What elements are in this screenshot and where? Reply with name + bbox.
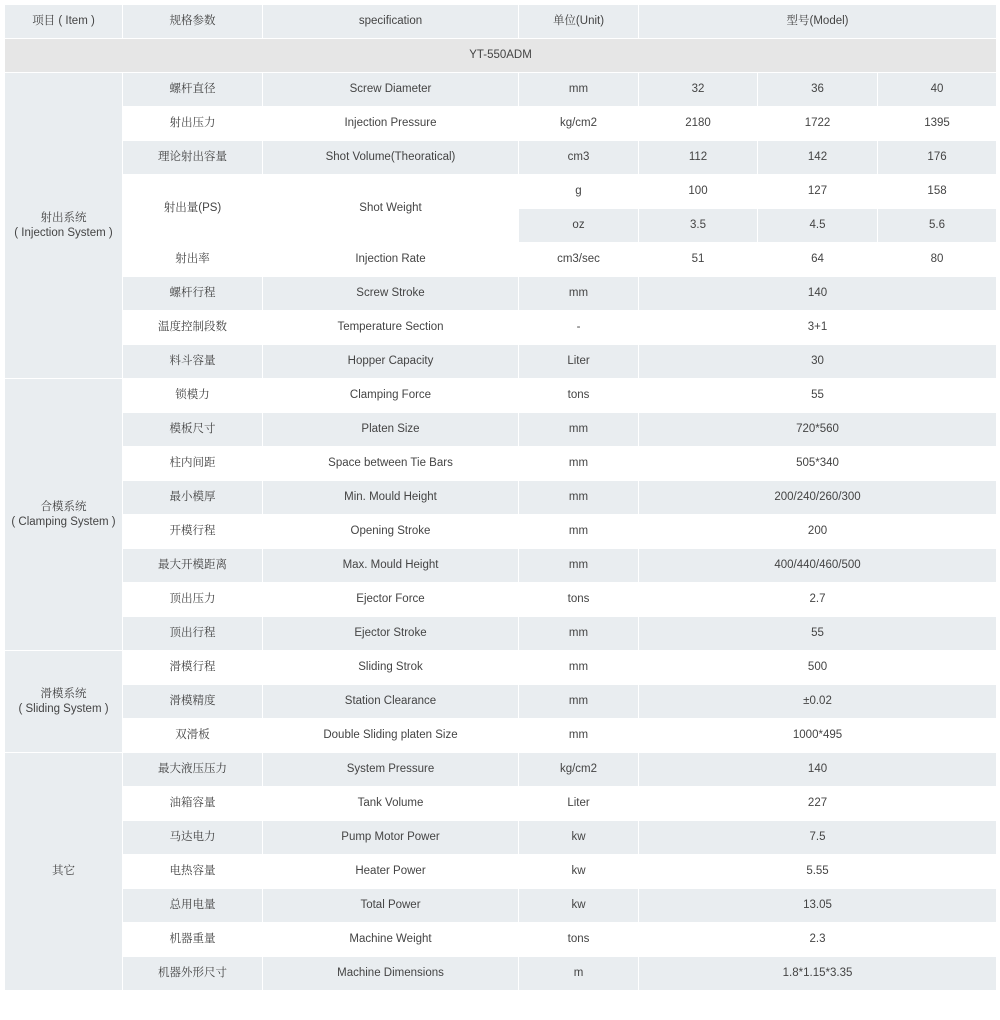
value-cell: 4.5: [758, 209, 878, 243]
param-name-cn: 最大开模距离: [123, 549, 263, 583]
param-name-en: Heater Power: [263, 855, 519, 889]
param-name-en: Ejector Stroke: [263, 617, 519, 651]
value-cell: 176: [878, 141, 997, 175]
table-row: [5, 175, 997, 209]
param-name-cn: 温度控制段数: [123, 311, 263, 345]
value-cell: 55: [639, 379, 997, 413]
param-name-cn: 螺杆直径: [123, 73, 263, 107]
group-label: [5, 753, 123, 991]
table-row: [5, 753, 997, 787]
unit-cell: mm: [519, 549, 639, 583]
param-name-en: Max. Mould Height: [263, 549, 519, 583]
group-name: 滑模系统: [40, 687, 87, 700]
table-row: [5, 277, 997, 311]
unit-cell: mm: [519, 617, 639, 651]
unit-cell: cm3: [519, 141, 639, 175]
param-name-cn: 双滑板: [123, 719, 263, 753]
unit-cell: g: [519, 175, 639, 209]
unit-cell: mm: [519, 719, 639, 753]
value-cell: 5.55: [639, 855, 997, 889]
param-name-en: Pump Motor Power: [263, 821, 519, 855]
group-name: 射出系统: [40, 211, 87, 224]
spec-table: [4, 4, 997, 991]
param-name-cn: 锁模力: [123, 379, 263, 413]
param-name-en: Machine Dimensions: [263, 957, 519, 991]
value-cell: 36: [758, 73, 878, 107]
value-cell: 112: [639, 141, 758, 175]
unit-cell: tons: [519, 379, 639, 413]
table-row: [5, 787, 997, 821]
value-cell: 2.7: [639, 583, 997, 617]
table-row: [5, 583, 997, 617]
value-cell: 2.3: [639, 923, 997, 957]
param-name-en: System Pressure: [263, 753, 519, 787]
param-name-en: Station Clearance: [263, 685, 519, 719]
unit-cell: tons: [519, 923, 639, 957]
param-name-en: Tank Volume: [263, 787, 519, 821]
param-name-cn: 马达电力: [123, 821, 263, 855]
param-name-cn: 油箱容量: [123, 787, 263, 821]
unit-cell: Liter: [519, 787, 639, 821]
value-cell: 55: [639, 617, 997, 651]
table-row: [5, 855, 997, 889]
table-row: [5, 447, 997, 481]
value-cell: 64: [758, 243, 878, 277]
header-row: [5, 5, 997, 39]
value-cell: 400/440/460/500: [639, 549, 997, 583]
unit-cell: mm: [519, 413, 639, 447]
param-name-cn: 总用电量: [123, 889, 263, 923]
unit-cell: tons: [519, 583, 639, 617]
param-name-cn: 模板尺寸: [123, 413, 263, 447]
table-row: [5, 923, 997, 957]
param-name-cn: 理论射出容量: [123, 141, 263, 175]
value-cell: 80: [878, 243, 997, 277]
value-cell: 200: [639, 515, 997, 549]
value-cell: 227: [639, 787, 997, 821]
value-cell: 720*560: [639, 413, 997, 447]
table-row: [5, 651, 997, 685]
table-row: [5, 243, 997, 277]
param-name-cn: 射出压力: [123, 107, 263, 141]
unit-cell: mm: [519, 277, 639, 311]
table-row: [5, 73, 997, 107]
value-cell: 140: [639, 753, 997, 787]
value-cell: 3.5: [639, 209, 758, 243]
param-name-en: Hopper Capacity: [263, 345, 519, 379]
table-row: [5, 685, 997, 719]
unit-cell: kw: [519, 855, 639, 889]
value-cell: 5.6: [878, 209, 997, 243]
header-model: 型号(Model): [639, 5, 997, 39]
param-name-en: Sliding Strok: [263, 651, 519, 685]
param-name-en: Opening Stroke: [263, 515, 519, 549]
param-name-en: Machine Weight: [263, 923, 519, 957]
value-cell: 500: [639, 651, 997, 685]
table-row: [5, 617, 997, 651]
value-cell: 127: [758, 175, 878, 209]
unit-cell: mm: [519, 481, 639, 515]
param-name-cn: 滑模行程: [123, 651, 263, 685]
param-name-cn: 滑模精度: [123, 685, 263, 719]
param-name-cn: 最小模厚: [123, 481, 263, 515]
table-row: [5, 413, 997, 447]
param-name-en: Shot Weight: [263, 175, 519, 243]
value-cell: 1000*495: [639, 719, 997, 753]
table-row: [5, 821, 997, 855]
unit-cell: m: [519, 957, 639, 991]
model-name: YT-550ADM: [5, 39, 997, 73]
param-name-en: Total Power: [263, 889, 519, 923]
param-name-en: Clamping Force: [263, 379, 519, 413]
group-label: [5, 379, 123, 651]
param-name-en: Screw Stroke: [263, 277, 519, 311]
table-row: [5, 345, 997, 379]
value-cell: 505*340: [639, 447, 997, 481]
header-unit: 单位(Unit): [519, 5, 639, 39]
table-row: [5, 549, 997, 583]
header-params: 规格参数: [123, 5, 263, 39]
table-row: [5, 311, 997, 345]
value-cell: 140: [639, 277, 997, 311]
table-row: [5, 957, 997, 991]
unit-cell: mm: [519, 651, 639, 685]
value-cell: 1395: [878, 107, 997, 141]
group-name-en: ( Injection System ): [14, 226, 113, 239]
value-cell: 158: [878, 175, 997, 209]
group-name: 其它: [52, 865, 75, 877]
value-cell: 1722: [758, 107, 878, 141]
table-row: [5, 107, 997, 141]
value-cell: 100: [639, 175, 758, 209]
param-name-cn: 最大液压压力: [123, 753, 263, 787]
param-name-cn: 顶出行程: [123, 617, 263, 651]
value-cell: 40: [878, 73, 997, 107]
param-name-en: Min. Mould Height: [263, 481, 519, 515]
header-item: 项目 ( Item ): [5, 5, 123, 39]
group-label: [5, 651, 123, 753]
value-cell: 2180: [639, 107, 758, 141]
param-name-cn: 螺杆行程: [123, 277, 263, 311]
model-row: [5, 39, 997, 73]
value-cell: ±0.02: [639, 685, 997, 719]
param-name-cn: 射出量(PS): [123, 175, 263, 243]
group-name-en: ( Clamping System ): [11, 515, 116, 528]
unit-cell: mm: [519, 515, 639, 549]
value-cell: 13.05: [639, 889, 997, 923]
param-name-en: Ejector Force: [263, 583, 519, 617]
unit-cell: oz: [519, 209, 639, 243]
param-name-cn: 柱内间距: [123, 447, 263, 481]
table-row: [5, 379, 997, 413]
value-cell: 32: [639, 73, 758, 107]
unit-cell: mm: [519, 447, 639, 481]
value-cell: 1.8*1.15*3.35: [639, 957, 997, 991]
param-name-en: Platen Size: [263, 413, 519, 447]
value-cell: 3+1: [639, 311, 997, 345]
value-cell: 142: [758, 141, 878, 175]
param-name-cn: 料斗容量: [123, 345, 263, 379]
param-name-en: Injection Rate: [263, 243, 519, 277]
value-cell: 51: [639, 243, 758, 277]
table-row: [5, 515, 997, 549]
unit-cell: kw: [519, 821, 639, 855]
param-name-en: Injection Pressure: [263, 107, 519, 141]
unit-cell: mm: [519, 685, 639, 719]
param-name-en: Temperature Section: [263, 311, 519, 345]
value-cell: 200/240/260/300: [639, 481, 997, 515]
group-label: [5, 73, 123, 379]
value-cell: 7.5: [639, 821, 997, 855]
unit-cell: cm3/sec: [519, 243, 639, 277]
unit-cell: mm: [519, 73, 639, 107]
unit-cell: Liter: [519, 345, 639, 379]
unit-cell: kg/cm2: [519, 107, 639, 141]
param-name-en: Space between Tie Bars: [263, 447, 519, 481]
group-name: 合模系统: [40, 500, 87, 513]
table-row: [5, 889, 997, 923]
value-cell: 30: [639, 345, 997, 379]
table-row: [5, 481, 997, 515]
header-spec: specification: [263, 5, 519, 39]
unit-cell: kw: [519, 889, 639, 923]
param-name-cn: 机器外形尺寸: [123, 957, 263, 991]
param-name-en: Screw Diameter: [263, 73, 519, 107]
param-name-en: Double Sliding platen Size: [263, 719, 519, 753]
param-name-cn: 顶出压力: [123, 583, 263, 617]
unit-cell: kg/cm2: [519, 753, 639, 787]
unit-cell: -: [519, 311, 639, 345]
table-row: [5, 719, 997, 753]
table-row: [5, 141, 997, 175]
param-name-en: Shot Volume(Theoratical): [263, 141, 519, 175]
group-name-en: ( Sliding System ): [18, 702, 109, 715]
param-name-cn: 电热容量: [123, 855, 263, 889]
param-name-cn: 开模行程: [123, 515, 263, 549]
param-name-cn: 机器重量: [123, 923, 263, 957]
param-name-cn: 射出率: [123, 243, 263, 277]
